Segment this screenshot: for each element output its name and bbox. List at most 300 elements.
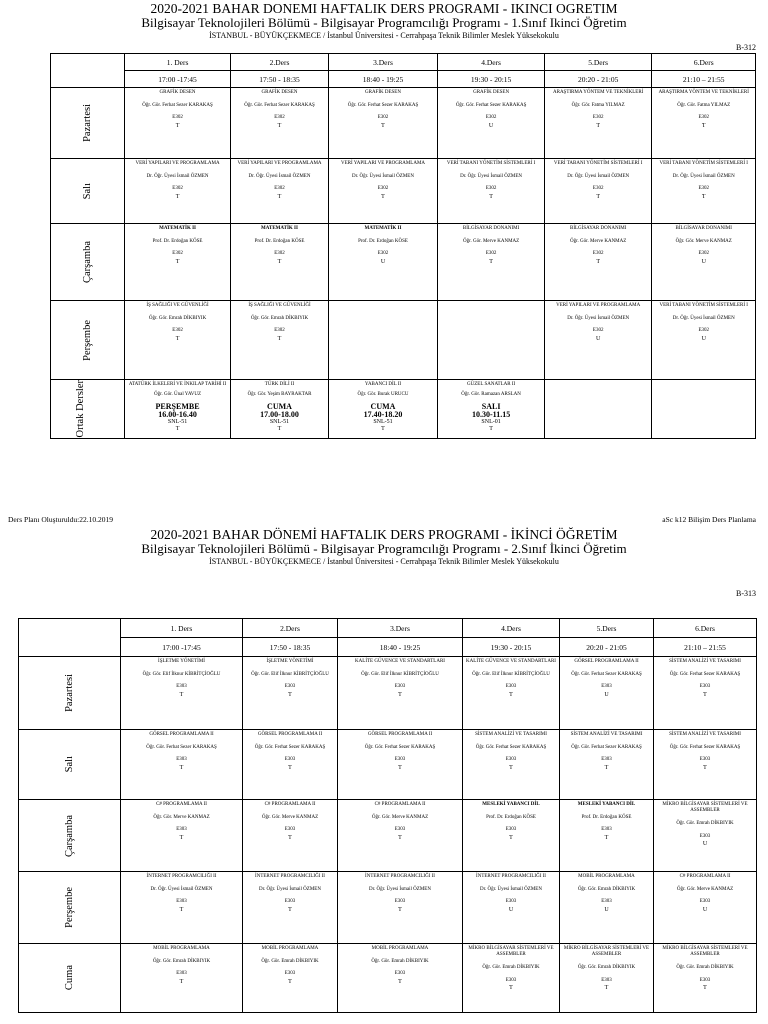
course-type-code: T xyxy=(398,978,402,985)
period-label: 4.Ders xyxy=(438,54,545,71)
course-time: 17.40-18.20 xyxy=(363,410,403,420)
course-teacher: Öğr. Gör. Ferhat Sezer KARAKAŞ xyxy=(455,103,527,109)
page-title: 2020-2021 BAHAR DONEMI HAFTALIK DERS PROGRAMI - IKINCI OGRETIM xyxy=(150,1,618,16)
course-room: E303 xyxy=(699,684,711,690)
course-room: E302 xyxy=(485,251,497,257)
course-name: VERİ TABANI YÖNETİM SİSTEMLERİ I xyxy=(659,303,748,308)
course-cell xyxy=(124,380,231,439)
course-room: E303 xyxy=(505,684,517,690)
course-cell xyxy=(654,730,757,800)
course-cell xyxy=(243,872,338,944)
course-name: ARAŞTIRMA YÖNTEM VE TEKNİKLERİ xyxy=(553,90,644,95)
course-teacher: Öğr. Gör. Burak URUCU xyxy=(357,392,409,398)
course-cell xyxy=(652,224,756,301)
course-name: GÖRSEL PROGRAMLAMA II xyxy=(257,732,323,737)
day-cell xyxy=(19,657,121,730)
course-cell xyxy=(463,730,560,800)
period-time: 21:10 – 21:55 xyxy=(652,71,756,88)
course-name: C# PROGRAMLAMA II xyxy=(156,802,207,807)
course-name: MESLEKİ YABANCI DİL xyxy=(577,802,636,807)
period-time: 19:30 - 20:15 xyxy=(463,638,560,657)
course-type-code: T xyxy=(596,193,600,200)
schedule-table xyxy=(50,53,756,439)
course-type-code: T xyxy=(381,193,385,200)
course-day: CUMA xyxy=(370,402,396,412)
course-teacher: Dr. Öğr. Üyesi İsmail ÖZMEN xyxy=(672,174,735,180)
day-row xyxy=(19,872,757,944)
course-cell xyxy=(328,159,438,224)
day-row xyxy=(19,800,757,872)
page-subtitle: Bilgisayar Teknolojileri Bölümü - Bilgisayar Programcılığı Programı - 1.Sınıf Ikinci Öğretim xyxy=(141,15,627,30)
period-time: 20:20 - 21:05 xyxy=(560,638,654,657)
course-room: E302 xyxy=(592,328,604,334)
period-label: 2.Ders xyxy=(243,619,338,638)
course-teacher: Prof. Dr. Erdoğan KÖSE xyxy=(254,239,305,245)
course-room: E303 xyxy=(601,684,612,690)
course-teacher: Öğr. Gör. Emrah DİKBIYIK xyxy=(577,887,636,893)
table-corner xyxy=(19,619,121,657)
course-name: GRAFİK DESEN xyxy=(261,90,298,95)
period-label: 5.Ders xyxy=(560,619,654,638)
page-title: 2020-2021 BAHAR DÖNEMİ HAFTALIK DERS PROGRAMI - İKİNCİ ÖĞRETİM xyxy=(150,527,618,542)
course-room: E302 xyxy=(485,186,497,192)
course-name: VERİ TABANI YÖNETİM SİSTEMLERİ I xyxy=(553,161,643,166)
table-corner xyxy=(51,54,125,88)
course-teacher: Öğr. Gör. Ferhat Sezer KARAKAŞ xyxy=(244,103,315,109)
course-type-code: T xyxy=(398,906,402,913)
course-room: SNL-51 xyxy=(373,419,393,426)
course-name: İŞLETME YÖNETİMİ xyxy=(266,659,314,664)
day-label: Pazartesi xyxy=(64,674,75,712)
course-room: E303 xyxy=(601,899,612,905)
course-type-code: T xyxy=(175,193,180,200)
course-cell xyxy=(438,88,545,159)
course-name: İNTERNET PROGRAMCILIĞI II xyxy=(146,874,217,879)
course-room: E303 xyxy=(176,971,187,977)
course-name: MOBİL PROGRAMLAMA xyxy=(153,946,210,951)
course-cell xyxy=(338,944,463,1013)
course-cell xyxy=(560,872,654,944)
day-row xyxy=(19,730,757,800)
period-time: 17:00 -17:45 xyxy=(121,638,243,657)
course-type-code: U xyxy=(701,335,706,342)
course-cell xyxy=(328,380,438,439)
course-teacher: Öğr. Gör. Merve KANMAZ xyxy=(570,239,627,245)
course-room: E302 xyxy=(698,328,710,334)
course-teacher: Öğr. Gör. Ferhat Sezer KARAKAŞ xyxy=(571,745,642,751)
course-time: 17.00-18.00 xyxy=(260,410,299,420)
course-teacher: Öğr. Gör. Merve KANMAZ xyxy=(676,887,734,893)
course-cell xyxy=(243,730,338,800)
course-type-code: T xyxy=(288,834,292,841)
course-room: E303 xyxy=(284,757,296,763)
period-time: 21:10 – 21:55 xyxy=(654,638,757,657)
day-label: Cuma xyxy=(64,965,75,991)
course-type-code: U xyxy=(604,906,609,913)
course-name: GÖRSEL PROGRAMLAMA II xyxy=(574,659,639,664)
course-cell xyxy=(124,88,231,159)
period-time: 20:20 - 21:05 xyxy=(544,71,652,88)
course-teacher: Dr. Öğr. Üyesi İsmail ÖZMEN xyxy=(672,316,735,322)
course-room: E303 xyxy=(394,971,406,977)
course-room: E303 xyxy=(505,977,517,983)
course-name: YABANCI DİL II xyxy=(364,382,402,387)
period-time: 18:40 - 19:25 xyxy=(328,71,438,88)
course-cell xyxy=(652,380,756,439)
day-label: Perşembe xyxy=(64,887,75,928)
course-type-code: T xyxy=(179,834,184,841)
course-room: E303 xyxy=(284,827,296,833)
course-name: BİLGİSAYAR DONANIMI xyxy=(675,226,732,231)
course-cell xyxy=(560,944,654,1013)
course-type-code: T xyxy=(604,834,609,841)
course-teacher: Öğr. Gör. Elif İlknur KİBRİTÇİOĞLU xyxy=(251,672,329,678)
course-cell xyxy=(243,657,338,730)
course-cell xyxy=(231,88,328,159)
course-teacher: Öğr. Gör. Merve KANMAZ xyxy=(153,815,210,821)
course-type-code: T xyxy=(175,122,180,129)
period-time: 17:50 - 18:35 xyxy=(243,638,338,657)
course-cell xyxy=(338,872,463,944)
course-room: E303 xyxy=(394,827,406,833)
course-cell xyxy=(121,657,243,730)
day-cell xyxy=(19,730,121,800)
day-label: Pazartesi xyxy=(81,104,93,142)
course-cell xyxy=(438,159,545,224)
day-row xyxy=(19,944,757,1013)
course-teacher: Öğr. Gör. Fatma YILMAZ xyxy=(677,103,731,109)
course-type-code: T xyxy=(277,258,282,265)
day-cell xyxy=(51,88,125,159)
course-name: MATEMATİK II xyxy=(261,226,298,231)
day-label: Perşembe xyxy=(81,319,93,361)
course-room: E302 xyxy=(274,115,285,121)
course-type-code: T xyxy=(179,691,184,698)
course-name: GRAFİK DESEN xyxy=(159,90,196,95)
course-teacher: Dr. Öğr. Üyesi İsmail ÖZMEN xyxy=(480,887,542,893)
course-room: E302 xyxy=(172,115,183,121)
course-type-code: T xyxy=(179,764,184,771)
course-cell xyxy=(121,730,243,800)
course-name: C# PROGRAMLAMA II xyxy=(374,802,426,807)
course-name: İŞ SAĞLIĞI VE GÜVENLİĞİ xyxy=(248,303,311,308)
course-cell xyxy=(654,800,757,872)
day-row xyxy=(51,88,756,159)
course-type-code: T xyxy=(509,691,513,698)
course-room: E302 xyxy=(485,115,497,121)
day-label: Çarşamba xyxy=(81,241,93,283)
course-teacher: Öğr. Gör. Emrah DİKBIYIK xyxy=(482,965,540,971)
course-day: CUMA xyxy=(267,402,292,412)
course-name: SİSTEM ANALİZİ VE TASARIMI xyxy=(669,659,741,664)
course-cell xyxy=(652,301,756,380)
course-teacher: Öğr. Gör. Merve KANMAZ xyxy=(371,815,429,821)
period-label: 6.Ders xyxy=(654,619,757,638)
course-name: BİLGİSAYAR DONANIMI xyxy=(569,226,627,231)
schedule-page-1 xyxy=(0,0,768,505)
period-label: 2.Ders xyxy=(231,54,328,71)
course-room: E303 xyxy=(284,899,296,905)
day-cell xyxy=(19,944,121,1013)
course-teacher: Öğr. Gör. Merve KANMAZ xyxy=(675,239,732,245)
course-teacher: Dr. Öğr. Üyesi İsmail ÖZMEN xyxy=(567,174,630,180)
course-type-code: T xyxy=(175,425,180,432)
course-cell xyxy=(328,301,438,380)
course-room: E303 xyxy=(601,977,612,983)
course-teacher: Dr. Öğr. Üyesi İsmail ÖZMEN xyxy=(248,174,311,180)
course-room: E302 xyxy=(592,251,604,257)
course-day: SALI xyxy=(481,402,501,412)
day-cell xyxy=(51,380,125,439)
course-room: E303 xyxy=(394,899,406,905)
schedule-table xyxy=(18,618,757,1013)
course-room: SNL-01 xyxy=(481,419,501,426)
course-type-code: U xyxy=(508,906,514,913)
course-cell xyxy=(654,944,757,1013)
course-name: GÜZEL SANATLAR II xyxy=(467,382,516,387)
course-teacher: Öğr. Gör. Emrah DİKBIYIK xyxy=(152,959,211,965)
course-teacher: Öğr. Gör. Emrah DİKBIYIK xyxy=(148,316,207,322)
course-name: GRAFİK DESEN xyxy=(365,90,401,95)
course-type-code: T xyxy=(398,764,402,771)
course-cell xyxy=(243,800,338,872)
period-time: 19:30 - 20:15 xyxy=(438,71,545,88)
course-room: E303 xyxy=(505,899,517,905)
course-type-code: T xyxy=(175,335,180,342)
course-teacher: Öğr. Gör. Fatma YILMAZ xyxy=(571,103,625,109)
course-name: SİSTEM ANALİZİ VE TASARIMI xyxy=(669,732,741,737)
course-name: MESLEKİ YABANCI DİL xyxy=(482,802,540,807)
course-type-code: U xyxy=(380,258,386,265)
institution-line: İSTANBUL - BÜYÜKÇEKMECE / İstanbul Üniversitesi - Cerrahpaşa Teknik Bilimler Meslek Yüksekokulu xyxy=(209,557,559,566)
course-type-code: T xyxy=(288,906,292,913)
course-cell xyxy=(328,224,438,301)
course-name: MİKRO BİLGİSAYAR SİSTEMLERİ VE ASSEMBLER xyxy=(662,802,748,814)
course-name: GÖRSEL PROGRAMLAMA II xyxy=(367,732,433,737)
course-type-code: T xyxy=(277,425,282,432)
course-room: E302 xyxy=(274,251,285,257)
course-name: SİSTEM ANALİZİ VE TASARIMI xyxy=(570,732,643,737)
course-cell xyxy=(328,88,438,159)
course-cell xyxy=(124,159,231,224)
classroom-code: B-312 xyxy=(736,43,756,52)
course-cell xyxy=(124,301,231,380)
course-room: E303 xyxy=(601,757,612,763)
course-cell xyxy=(544,301,652,380)
period-label: 4.Ders xyxy=(463,619,560,638)
course-cell xyxy=(338,657,463,730)
course-room: E303 xyxy=(505,757,517,763)
course-name: İNTERNET PROGRAMCILIĞI II xyxy=(365,874,435,879)
course-name: VERİ YAPILARI VE PROGRAMLAMA xyxy=(135,161,220,166)
course-teacher: Öğr. Gör. Merve KANMAZ xyxy=(261,815,319,821)
course-cell xyxy=(438,380,545,439)
period-label: 6.Ders xyxy=(652,54,756,71)
course-room: E302 xyxy=(274,186,285,192)
course-teacher: Prof. Dr. Erdoğan KÖSE xyxy=(486,815,536,821)
course-type-code: T xyxy=(398,834,402,841)
course-name: MOBİL PROGRAMLAMA xyxy=(371,946,429,951)
course-teacher: Öğr. Gör. Elif İlknur KİBRİTÇİOĞLU xyxy=(361,672,439,678)
course-room: E302 xyxy=(377,251,389,257)
course-room: E302 xyxy=(172,186,183,192)
course-name: MOBİL PROGRAMLAMA xyxy=(261,946,319,951)
course-name: BİLGİSAYAR DONANIMI xyxy=(462,226,520,231)
course-teacher: Prof. Dr. Erdoğan KÖSE xyxy=(581,815,632,821)
course-name: C# PROGRAMLAMA II xyxy=(264,802,316,807)
course-type-code: T xyxy=(489,425,493,432)
period-label: 1. Ders xyxy=(121,619,243,638)
course-day: PERŞEMBE xyxy=(155,402,200,412)
course-cell xyxy=(544,88,652,159)
period-label: 1. Ders xyxy=(124,54,231,71)
course-name: VERİ YAPILARI VE PROGRAMLAMA xyxy=(556,303,641,308)
course-room: E303 xyxy=(699,899,711,905)
course-cell xyxy=(231,301,328,380)
course-type-code: T xyxy=(277,335,282,342)
course-teacher: Öğr. Gör. Ferhat Sezer KARAKAŞ xyxy=(669,672,741,678)
course-time: 16.00-16.40 xyxy=(158,410,197,420)
course-name: MİKRO BİLGİSAYAR SİSTEMLERİ VE ASSEMBLER xyxy=(563,946,650,958)
course-cell xyxy=(463,800,560,872)
course-cell xyxy=(560,730,654,800)
course-cell xyxy=(654,872,757,944)
course-name: İŞ SAĞLIĞI VE GÜVENLİĞİ xyxy=(146,303,209,308)
course-type-code: T xyxy=(701,122,706,129)
course-name: İNTERNET PROGRAMCILIĞI II xyxy=(476,874,546,879)
course-name: VERİ TABANI YÖNETİM SİSTEMLERİ I xyxy=(446,161,536,166)
course-teacher: Prof. Dr. Erdoğan KÖSE xyxy=(358,239,408,245)
course-room: E303 xyxy=(699,833,711,839)
course-type-code: T xyxy=(179,978,184,985)
course-cell xyxy=(243,944,338,1013)
course-cell xyxy=(652,88,756,159)
course-room: E303 xyxy=(176,827,187,833)
course-room: E303 xyxy=(394,757,406,763)
course-cell xyxy=(654,657,757,730)
course-type-code: T xyxy=(604,984,609,991)
course-room: E302 xyxy=(592,186,604,192)
course-cell xyxy=(121,800,243,872)
course-teacher: Öğr. Gör. Ünal YAVUZ xyxy=(154,392,202,398)
day-label: Çarşamba xyxy=(64,814,75,857)
course-type-code: T xyxy=(703,691,707,698)
period-time: 17:50 - 18:35 xyxy=(231,71,328,88)
day-label: Ortak Dersler xyxy=(75,380,87,438)
course-room: E302 xyxy=(592,115,604,121)
course-teacher: Dr. Öğr. Üyesi İsmail ÖZMEN xyxy=(146,174,209,180)
course-name: MATEMATİK II xyxy=(364,226,402,231)
course-cell xyxy=(438,301,545,380)
period-label: 3.Ders xyxy=(328,54,438,71)
course-type-code: U xyxy=(488,122,494,129)
course-teacher: Öğr. Gör. Ferhat Sezer KARAKAŞ xyxy=(669,745,741,751)
course-type-code: U xyxy=(702,906,708,913)
course-name: ATATÜRK İLKELERİ VE İNKILAP TARİHİ II xyxy=(128,382,227,387)
course-teacher: Öğr. Gör. Ferhat Sezer KARAKAŞ xyxy=(142,103,213,109)
course-type-code: T xyxy=(509,834,513,841)
course-cell xyxy=(463,657,560,730)
course-type-code: T xyxy=(596,122,600,129)
course-cell xyxy=(560,657,654,730)
course-teacher: Öğr. Gör. Yeşim BAYRAKTAR xyxy=(247,392,312,398)
course-name: GRAFİK DESEN xyxy=(473,90,510,95)
course-teacher: Öğr. Gör. Emrah DİKBIYIK xyxy=(676,821,734,827)
course-time: 10.30-11.15 xyxy=(471,410,511,420)
course-type-code: T xyxy=(381,425,385,432)
course-teacher: Öğr. Gör. Elif İlknur KİBRİTÇİOĞLU xyxy=(472,672,550,678)
course-room: E302 xyxy=(274,328,285,334)
course-room: E303 xyxy=(394,684,406,690)
course-type-code: T xyxy=(381,122,385,129)
course-type-code: U xyxy=(702,840,708,847)
course-teacher: Dr. Öğr. Üyesi İsmail ÖZMEN xyxy=(150,887,213,893)
course-type-code: T xyxy=(703,764,707,771)
course-name: KALİTE GÜVENCE VE STANDARTLARI xyxy=(355,659,445,664)
day-cell xyxy=(19,800,121,872)
day-row xyxy=(51,301,756,380)
course-room: E302 xyxy=(377,186,389,192)
course-room: E303 xyxy=(284,971,296,977)
course-name: MOBİL PROGRAMLAMA xyxy=(578,874,635,879)
course-cell xyxy=(338,730,463,800)
course-cell xyxy=(544,159,652,224)
course-teacher: Öğr. Gör. Ferhat Sezer KARAKAŞ xyxy=(475,745,547,751)
course-cell xyxy=(560,800,654,872)
course-name: VERİ YAPILARI VE PROGRAMLAMA xyxy=(237,161,322,166)
day-cell xyxy=(51,224,125,301)
course-teacher: Prof. Dr. Erdoğan KÖSE xyxy=(152,239,203,245)
course-room: E303 xyxy=(699,757,711,763)
course-type-code: T xyxy=(604,764,609,771)
course-cell xyxy=(338,800,463,872)
course-name: TÜRK DİLİ II xyxy=(264,382,295,387)
day-row xyxy=(51,159,756,224)
course-name: İŞLETME YÖNETİMİ xyxy=(158,659,205,664)
course-cell xyxy=(463,872,560,944)
course-teacher: Öğr. Gör. Emrah DİKBIYIK xyxy=(261,959,319,965)
course-room: E303 xyxy=(505,827,517,833)
course-name: MİKRO BİLGİSAYAR SİSTEMLERİ VE ASSEMBLER xyxy=(662,946,748,958)
course-room: E302 xyxy=(172,328,183,334)
course-type-code: T xyxy=(179,906,184,913)
course-teacher: Öğr. Gör. Ferhat Sezer KARAKAŞ xyxy=(146,745,217,751)
course-type-code: U xyxy=(701,258,706,265)
course-cell xyxy=(231,224,328,301)
course-room: E303 xyxy=(176,684,187,690)
course-teacher: Öğr. Gör. Emrah DİKBIYIK xyxy=(577,965,636,971)
course-type-code: T xyxy=(175,258,180,265)
footer-created-date: Ders Planı Oluşturuldu:22.10.2019 xyxy=(8,515,113,524)
period-time: 18:40 - 19:25 xyxy=(338,638,463,657)
period-label: 3.Ders xyxy=(338,619,463,638)
course-name: VERİ TABANI YÖNETİM SİSTEMLERİ I xyxy=(659,161,748,166)
course-teacher: Öğr. Gör. Ramazan ARSLAN xyxy=(461,392,521,398)
course-type-code: U xyxy=(604,691,609,698)
course-teacher: Öğr. Gör. Ferhat Sezer KARAKAŞ xyxy=(254,745,326,751)
course-room: E303 xyxy=(176,757,187,763)
course-name: MATEMATİK II xyxy=(159,226,196,231)
course-teacher: Öğr. Gör. Emrah DİKBIYIK xyxy=(250,316,309,322)
course-type-code: T xyxy=(288,978,292,985)
course-type-code: T xyxy=(288,764,292,771)
classroom-code: B-313 xyxy=(736,589,756,598)
footer-software: aSc k12 Bilişim Ders Planlama xyxy=(662,515,756,524)
schedule-page-2 xyxy=(0,525,768,1020)
course-type-code: U xyxy=(596,335,601,342)
course-teacher: Öğr. Gör. Merve KANMAZ xyxy=(462,239,520,245)
course-type-code: T xyxy=(288,691,292,698)
